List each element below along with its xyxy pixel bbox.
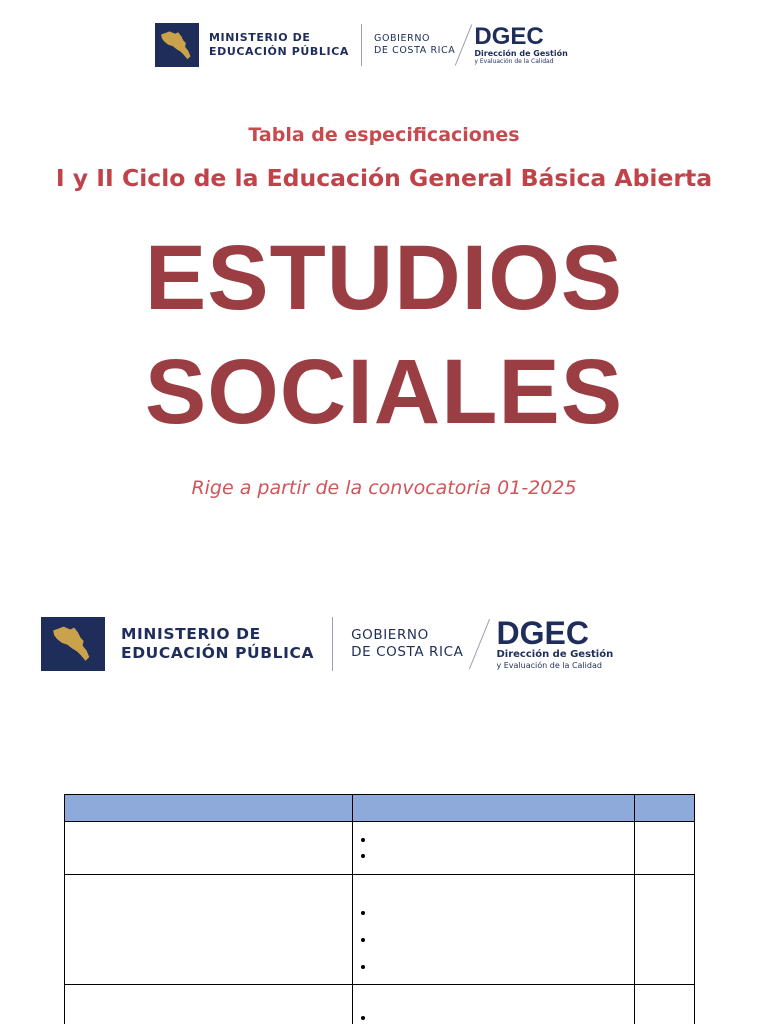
table-header-cell bbox=[635, 795, 695, 822]
table-row bbox=[65, 875, 695, 985]
costa-rica-map-icon bbox=[41, 617, 105, 671]
government-line-1: GOBIERNO bbox=[351, 627, 429, 644]
table-header-row bbox=[65, 795, 695, 822]
government-name bbox=[374, 33, 455, 57]
dgec-logo bbox=[474, 22, 568, 66]
list-item bbox=[375, 926, 634, 953]
table-cell bbox=[353, 985, 635, 1024]
table-header-cell bbox=[65, 795, 353, 822]
document-subtitle: Tabla de especificaciones bbox=[248, 124, 520, 146]
government-line-2: DE COSTA RICA bbox=[351, 644, 464, 660]
table-cell bbox=[635, 985, 695, 1024]
main-title-line-1: ESTUDIOS bbox=[144, 227, 624, 329]
bullet-list bbox=[353, 899, 634, 980]
dgec-wordmark: DGEC bbox=[496, 615, 589, 652]
dgec-logo bbox=[496, 617, 613, 671]
ministry-line-1: MINISTERIO DE bbox=[121, 624, 261, 643]
list-item bbox=[375, 953, 634, 980]
dgec-subtitle-2: y Evaluación de la Calidad bbox=[496, 661, 602, 671]
dgec-wordmark: DGEC bbox=[474, 22, 544, 50]
table-cell bbox=[65, 822, 353, 875]
ministry-name bbox=[121, 625, 314, 664]
header-logo-bar bbox=[155, 22, 568, 68]
ministry-line-2: EDUCACIÓN PÚBLICA bbox=[209, 45, 349, 58]
bullet-list bbox=[353, 1009, 634, 1024]
government-line-2: DE COSTA RICA bbox=[373, 45, 456, 56]
table-cell bbox=[635, 875, 695, 985]
costa-rica-map-icon bbox=[155, 23, 199, 67]
table-cell bbox=[635, 822, 695, 875]
table-cell bbox=[353, 822, 635, 875]
government-name bbox=[351, 627, 463, 661]
ministry-name bbox=[209, 31, 349, 59]
logo-divider bbox=[332, 617, 333, 671]
table-header-cell bbox=[353, 795, 635, 822]
dgec-subtitle-1: Dirección de Gestión bbox=[474, 48, 568, 58]
ministry-line-2: EDUCACIÓN PÚBLICA bbox=[121, 644, 315, 662]
specifications-table bbox=[64, 794, 695, 1024]
validity-note: Rige a partir de la convocatoria 01-2025 bbox=[191, 477, 577, 499]
table-row bbox=[65, 822, 695, 875]
middle-logo-bar bbox=[41, 614, 613, 674]
bullet-list bbox=[353, 831, 634, 863]
table-row bbox=[65, 985, 695, 1024]
main-title-line-2: SOCIALES bbox=[144, 341, 624, 443]
list-item bbox=[375, 899, 634, 926]
table-cell bbox=[353, 875, 635, 985]
government-line-1: GOBIERNO bbox=[373, 33, 431, 45]
list-item bbox=[375, 847, 634, 863]
ministry-line-1: MINISTERIO DE bbox=[209, 31, 311, 45]
table-cell bbox=[65, 875, 353, 985]
table-cell bbox=[65, 985, 353, 1024]
logo-slash-divider bbox=[455, 24, 472, 65]
logo-slash-divider bbox=[469, 619, 490, 669]
list-item bbox=[375, 831, 634, 847]
education-cycle: I y II Ciclo de la Educación General Básica Abierta bbox=[55, 164, 713, 192]
dgec-subtitle-2: y Evaluación de la Calidad bbox=[474, 58, 554, 66]
list-item bbox=[375, 1009, 634, 1024]
logo-divider bbox=[361, 24, 362, 66]
dgec-subtitle-1: Dirección de Gestión bbox=[496, 649, 614, 661]
